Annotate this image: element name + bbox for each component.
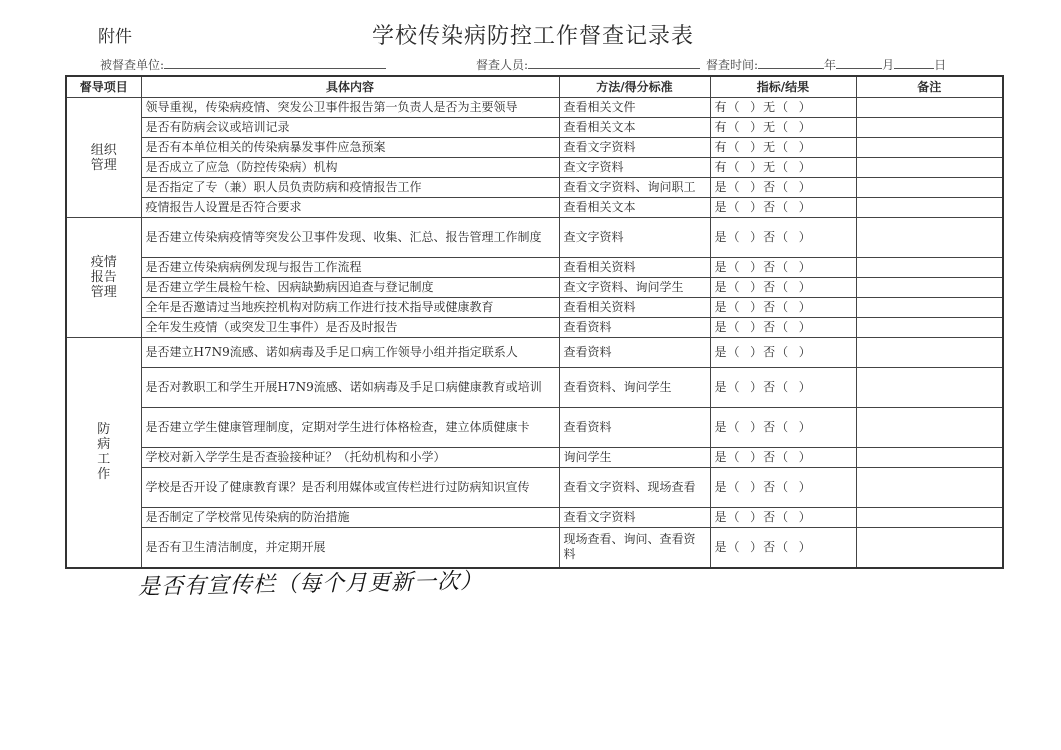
note-cell bbox=[856, 338, 1003, 368]
content-cell: 是否有防病会议或培训记录 bbox=[141, 118, 559, 138]
content-cell: 是否建立学生健康管理制度，定期对学生进行体格检查，建立体质健康卡 bbox=[141, 408, 559, 448]
attachment-label: 附件 bbox=[98, 27, 132, 47]
result-cell: 是（ ）否（ ） bbox=[710, 318, 856, 338]
result-cell: 是（ ）否（ ） bbox=[710, 368, 856, 408]
group-name-line: 作 bbox=[97, 467, 111, 483]
table-row bbox=[66, 468, 1003, 508]
method-cell: 查文字资料 bbox=[559, 158, 710, 178]
method-cell: 查看资料 bbox=[559, 338, 710, 368]
note-cell bbox=[856, 468, 1003, 508]
table-row bbox=[66, 118, 1003, 138]
content-cell: 是否有卫生清洁制度，并定期开展 bbox=[141, 528, 559, 568]
result-cell: 是（ ）否（ ） bbox=[710, 508, 856, 528]
group-name-line: 病 bbox=[97, 437, 111, 453]
note-cell bbox=[856, 528, 1003, 568]
method-cell: 查看相关资料 bbox=[559, 258, 710, 278]
inspected-unit-label: 被督查单位: bbox=[100, 58, 165, 72]
table-row bbox=[66, 318, 1003, 338]
table-row bbox=[66, 178, 1003, 198]
table-row bbox=[66, 158, 1003, 178]
method-cell: 查看相关文件 bbox=[559, 98, 710, 118]
table-row bbox=[66, 408, 1003, 448]
note-cell bbox=[856, 98, 1003, 118]
table-row bbox=[66, 98, 1003, 118]
column-header: 备注 bbox=[856, 76, 1003, 98]
content-cell: 学校对新入学学生是否查验接种证？（托幼机构和小学） bbox=[141, 448, 559, 468]
note-cell bbox=[856, 278, 1003, 298]
table-row bbox=[66, 448, 1003, 468]
method-cell: 查看资料、询问学生 bbox=[559, 368, 710, 408]
inspection-table bbox=[65, 75, 1004, 569]
group-name-line: 组织 bbox=[90, 142, 117, 158]
content-cell: 学校是否开设了健康教育课？是否利用媒体或宣传栏进行过防病知识宣传 bbox=[141, 468, 559, 508]
table-row bbox=[66, 508, 1003, 528]
content-cell: 是否建立学生晨检午检、因病缺勤病因追查与登记制度 bbox=[141, 278, 559, 298]
content-cell: 是否建立H7N9流感、诺如病毒及手足口病工作领导小组并指定联系人 bbox=[141, 338, 559, 368]
result-cell: 是（ ）否（ ） bbox=[710, 198, 856, 218]
group-name-cell bbox=[66, 98, 141, 218]
result-cell: 是（ ）否（ ） bbox=[710, 528, 856, 568]
content-cell: 是否制定了学校常见传染病的防治措施 bbox=[141, 508, 559, 528]
inspection-date-field bbox=[706, 56, 946, 73]
content-cell: 全年是否邀请过当地疾控机构对防病工作进行技术指导或健康教育 bbox=[141, 298, 559, 318]
note-cell bbox=[856, 198, 1003, 218]
method-cell: 查看相关文本 bbox=[559, 198, 710, 218]
table-row bbox=[66, 368, 1003, 408]
note-cell bbox=[856, 368, 1003, 408]
table-row bbox=[66, 198, 1003, 218]
year-label: 年 bbox=[824, 58, 837, 72]
inspector-field bbox=[476, 56, 700, 73]
content-cell: 是否建立传染病病例发现与报告工作流程 bbox=[141, 258, 559, 278]
note-cell bbox=[856, 218, 1003, 258]
table-row bbox=[66, 278, 1003, 298]
result-cell: 是（ ）否（ ） bbox=[710, 468, 856, 508]
group-name-line: 管理 bbox=[90, 157, 117, 173]
note-cell bbox=[856, 178, 1003, 198]
table-header-row bbox=[66, 76, 1003, 98]
column-header: 具体内容 bbox=[141, 76, 559, 98]
result-cell: 是（ ）否（ ） bbox=[710, 218, 856, 258]
date-label: 督查时间: bbox=[706, 58, 759, 72]
note-cell bbox=[856, 158, 1003, 178]
method-cell: 查看文字资料、现场查看 bbox=[559, 468, 710, 508]
method-cell: 查看相关资料 bbox=[559, 298, 710, 318]
method-cell: 现场查看、询问、查看资料 bbox=[559, 528, 710, 568]
month-label: 月 bbox=[882, 58, 895, 72]
result-cell: 是（ ）否（ ） bbox=[710, 278, 856, 298]
result-cell: 是（ ）否（ ） bbox=[710, 298, 856, 318]
content-cell: 疫情报告人设置是否符合要求 bbox=[141, 198, 559, 218]
content-cell: 是否有本单位相关的传染病暴发事件应急预案 bbox=[141, 138, 559, 158]
inspected-unit-field bbox=[100, 56, 386, 73]
content-cell: 领导重视，传染病疫情、突发公卫事件报告第一负责人是否为主要领导 bbox=[141, 98, 559, 118]
method-cell: 查看文字资料 bbox=[559, 508, 710, 528]
method-cell: 查文字资料 bbox=[559, 218, 710, 258]
group-name-line: 管理 bbox=[90, 285, 117, 300]
note-cell bbox=[856, 408, 1003, 448]
group-name-line: 报告 bbox=[90, 270, 117, 285]
page-title: 学校传染病防控工作督查记录表 bbox=[372, 24, 695, 49]
result-cell: 有（ ）无（ ） bbox=[710, 118, 856, 138]
result-cell: 是（ ）否（ ） bbox=[710, 408, 856, 448]
method-cell: 查文字资料、询问学生 bbox=[559, 278, 710, 298]
note-cell bbox=[856, 138, 1003, 158]
note-cell bbox=[856, 118, 1003, 138]
group-name-line: 疫情 bbox=[90, 255, 117, 270]
column-header: 方法/得分标准 bbox=[559, 76, 710, 98]
note-cell bbox=[856, 298, 1003, 318]
note-cell bbox=[856, 258, 1003, 278]
content-cell: 是否建立传染病疫情等突发公卫事件发现、收集、汇总、报告管理工作制度 bbox=[141, 218, 559, 258]
table-row bbox=[66, 218, 1003, 258]
result-cell: 是（ ）否（ ） bbox=[710, 178, 856, 198]
handwritten-note: 是否有宣传栏（每个月更新一次） bbox=[137, 568, 484, 601]
group-name-line: 防 bbox=[97, 422, 111, 438]
result-cell: 有（ ）无（ ） bbox=[710, 158, 856, 178]
column-header: 指标/结果 bbox=[710, 76, 856, 98]
result-cell: 有（ ）无（ ） bbox=[710, 98, 856, 118]
content-cell: 是否成立了应急（防控传染病）机构 bbox=[141, 158, 559, 178]
table-row bbox=[66, 298, 1003, 318]
content-cell: 全年发生疫情（或突发卫生事件）是否及时报告 bbox=[141, 318, 559, 338]
column-header: 督导项目 bbox=[66, 76, 141, 98]
result-cell: 是（ ）否（ ） bbox=[710, 258, 856, 278]
note-cell bbox=[856, 508, 1003, 528]
method-cell: 查看文字资料 bbox=[559, 138, 710, 158]
inspector-label: 督查人员: bbox=[476, 58, 529, 72]
day-label: 日 bbox=[934, 58, 947, 72]
method-cell: 查看资料 bbox=[559, 318, 710, 338]
result-cell: 有（ ）无（ ） bbox=[710, 138, 856, 158]
method-cell: 查看资料 bbox=[559, 408, 710, 448]
content-cell: 是否指定了专（兼）职人员负责防病和疫情报告工作 bbox=[141, 178, 559, 198]
method-cell: 查看相关文本 bbox=[559, 118, 710, 138]
method-cell: 查看文字资料、询问职工 bbox=[559, 178, 710, 198]
content-cell: 是否对教职工和学生开展H7N9流感、诺如病毒及手足口病健康教育或培训 bbox=[141, 368, 559, 408]
table-row bbox=[66, 138, 1003, 158]
result-cell: 是（ ）否（ ） bbox=[710, 448, 856, 468]
group-name-cell bbox=[66, 218, 141, 338]
table-row bbox=[66, 338, 1003, 368]
group-name-cell bbox=[66, 338, 141, 568]
table-row bbox=[66, 258, 1003, 278]
note-cell bbox=[856, 318, 1003, 338]
note-cell bbox=[856, 448, 1003, 468]
group-name-line: 工 bbox=[97, 452, 111, 468]
result-cell: 是（ ）否（ ） bbox=[710, 338, 856, 368]
method-cell: 询问学生 bbox=[559, 448, 710, 468]
table-row bbox=[66, 528, 1003, 568]
